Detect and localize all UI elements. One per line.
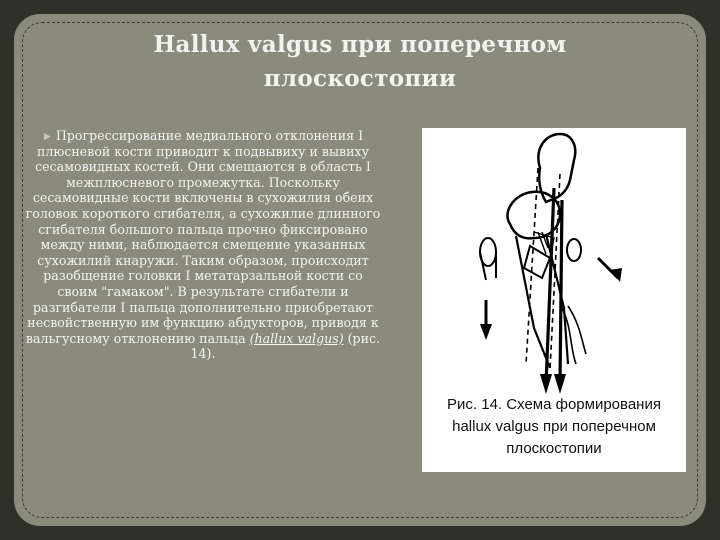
body-tail-text: (рис. 14). — [190, 330, 381, 362]
caption-line3: плоскостопии — [506, 440, 602, 457]
figure-caption — [422, 394, 686, 460]
slide-title-line1: Hallux valgus при поперечном — [153, 31, 567, 58]
body-main-text: Прогрессирование медиального отклонения I плюсневой кости приводит к подвывиху и вывиху сесамовидных костей. Они смещаются в область I межплюсневого промежутка. Поскольку сесамовидные кости включены в сухожилия обеих головок короткого сгибателя, а сухожилие длинного сгибателя большого пальца прочно фиксировано между ними, наблюдается смещение указанных сухожилий кнаружи. Таким образом, происходит разобщение головки I метатарзальной кости со своим "гамаком". В результате сгибатели и разгибатели I пальца дополнительно приобретают несвойственную им функцию абдукторов, приводя к вальгусному отклонению пальца — [25, 128, 381, 346]
sesamoid-right — [567, 239, 581, 261]
bullet-icon: ▶ — [43, 132, 51, 142]
hallux-valgus-link[interactable]: (hallux valgus) — [249, 330, 344, 346]
caption-line2: hallux valgus при поперечном — [452, 418, 656, 435]
figure-panel — [422, 128, 686, 472]
force-right-arrowhead — [610, 268, 622, 282]
force-left-arrowhead — [480, 324, 492, 340]
sesamoid-middle — [524, 246, 550, 278]
flexor-arrowhead-2 — [554, 374, 566, 394]
body-paragraph — [22, 128, 384, 362]
slide-title-line2: плоскостопии — [263, 65, 457, 92]
flexor-arrowhead-1 — [540, 374, 552, 394]
caption-line1: Рис. 14. Схема формирования — [447, 396, 661, 413]
foot-schema-diagram — [422, 128, 686, 398]
slide-title — [60, 28, 660, 96]
flexor-line-2 — [560, 200, 562, 384]
